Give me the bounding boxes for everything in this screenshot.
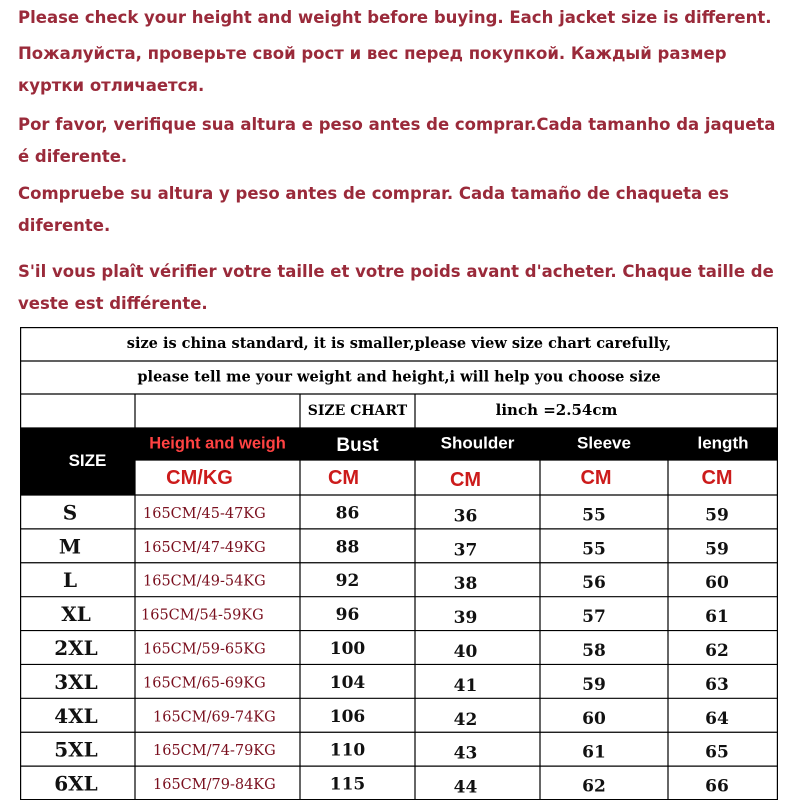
row-height-weight: 165CM/74-79KG [153,743,276,760]
row-bust: 96 [335,605,360,626]
row-shoulder: 38 [453,574,478,595]
row-length: 65 [705,742,729,763]
row-length: 60 [705,573,729,594]
row-length: 59 [705,505,729,526]
row-length: 61 [705,607,729,628]
row-shoulder: 42 [453,709,478,730]
row-height-weight: 165CM/49-54KG [143,573,266,590]
row-bust: 88 [335,537,360,558]
unit-length: CM [701,466,733,489]
row-sleeve: 55 [582,505,606,526]
notice-fr: S'il vous plaît vérifier votre taille et votre poids avant d'acheter. Chaque taille de veste est différente. [18,262,774,313]
unit-bust: CM [327,466,360,489]
row-height-weight: 165CM/69-74KG [153,709,276,726]
row-sleeve: 56 [582,573,606,594]
row-shoulder: 36 [453,506,478,527]
row-shoulder: 43 [453,743,478,764]
notice-en: Please check your height and weight before buying. Each jacket size is different. [18,8,772,27]
header-length: length [697,433,749,453]
row-shoulder: 37 [453,540,478,561]
row-length: 64 [705,708,729,729]
intro-line-2: please tell me your weight and height,i will help you choose size [137,368,661,386]
unit-height-weight: CM/KG [166,466,233,489]
row-size: S [62,500,78,525]
unit-note: linch =2.54cm [495,401,618,419]
row-sleeve: 60 [582,708,606,729]
table-border [21,328,778,800]
header-shoulder: Shoulder [440,433,515,453]
size-chart-label: SIZE CHART [307,403,408,419]
header-height-weight: Height and weigh [149,434,286,453]
intro-line-1: size is china standard, it is smaller,please view size chart carefully, [126,335,672,352]
row-length: 62 [705,641,729,661]
row-shoulder: 41 [453,675,478,696]
size-chart-table [20,327,778,800]
row-bust: 86 [335,503,360,524]
row-sleeve: 55 [582,539,606,560]
header-size: SIZE [68,450,107,470]
row-height-weight: 165CM/79-84KG [153,777,276,794]
row-shoulder: 44 [453,777,478,798]
row-bust: 106 [329,706,366,727]
notice-pt: Por favor, verifique sua altura e peso antes de comprar.Cada tamanho da jaqueta é diferente. [18,115,776,166]
row-sleeve: 59 [582,674,606,695]
row-size: 5XL [54,737,98,762]
row-bust: 115 [329,774,366,795]
row-bust: 110 [329,740,366,761]
row-height-weight: 165CM/45-47KG [143,505,266,522]
row-size: XL [61,602,91,627]
unit-shoulder: CM [449,468,482,491]
row-bust: 104 [329,672,366,693]
notice-es: Compruebe su altura y peso antes de comprar. Cada tamaño de chaqueta es diferente. [18,184,729,235]
row-sleeve: 62 [582,776,606,797]
row-length: 59 [705,539,729,560]
row-size: M [58,534,82,559]
row-bust: 100 [329,639,366,659]
row-shoulder: 39 [453,608,478,629]
unit-sleeve: CM [580,466,612,489]
row-length: 63 [705,674,729,695]
header-sleeve: Sleeve [577,433,631,453]
row-shoulder: 40 [453,642,478,662]
row-size: 2XL [54,636,98,660]
header-bust: Bust [336,435,379,457]
row-length: 66 [705,776,729,797]
row-size: 6XL [54,771,98,796]
row-height-weight: 165CM/54-59KG [141,607,264,624]
row-bust: 92 [335,571,360,592]
row-sleeve: 61 [582,742,606,763]
notice-ru: Пожалуйста, проверьте свой рост и вес перед покупкой. Каждый размер куртки отличается. [18,44,727,95]
row-size: 3XL [54,669,98,694]
row-height-weight: 165CM/65-69KG [143,675,266,692]
row-size: 4XL [54,703,98,728]
row-size: L [62,568,78,593]
row-height-weight: 165CM/59-65KG [143,641,266,658]
row-height-weight: 165CM/47-49KG [143,539,266,556]
row-sleeve: 58 [582,641,606,661]
row-sleeve: 57 [582,607,606,628]
